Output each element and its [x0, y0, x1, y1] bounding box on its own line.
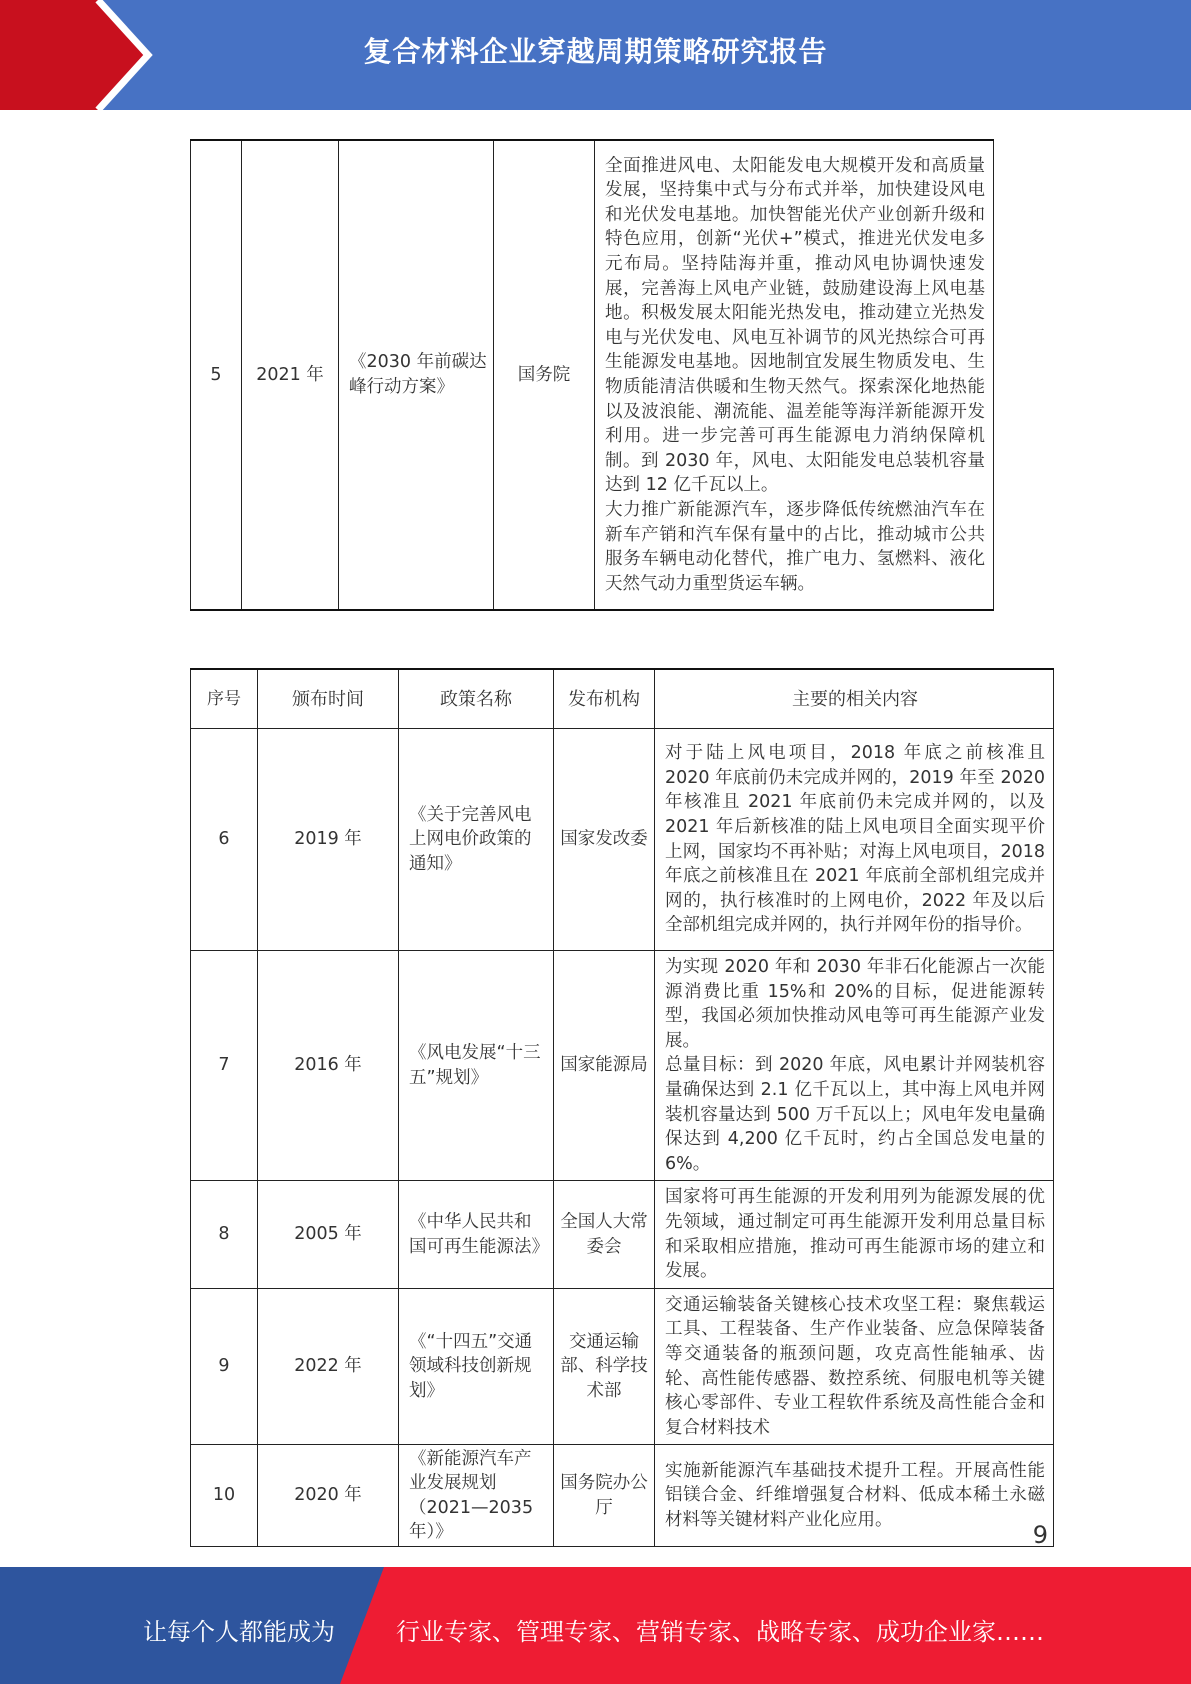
row-policy-name: 《中华人民共和国可再生能源法》 — [399, 1181, 554, 1288]
content-paragraph: 对于陆上风电项目，2018 年底之前核准且 2020 年底前仍未完成并网的，2019 年至 2020 年核准且 2021 年底前仍未完成并网的，以及 2021 年后新核准的陆上风电项目全面实现平价上网，国家均不再补贴；对海上风电项目，2018 年底之前核准且在 2021 年底前全部机组完成并网的，执行核准时的上网电价，2022 年及以后全部机组完成并网的，执行并网年份的指导价。 — [665, 743, 1045, 936]
header-no: 序号 — [191, 669, 258, 729]
row-number: 6 — [191, 729, 258, 951]
row-content — [655, 1288, 1054, 1445]
row-agency: 全国人大常委会 — [554, 1181, 655, 1288]
row-agency: 国务院 — [494, 140, 595, 610]
row-number: 5 — [191, 140, 242, 610]
row-policy-name: 《风电发展“十三五”规划》 — [399, 951, 554, 1181]
row-content — [655, 729, 1054, 951]
table-row — [191, 1445, 1054, 1547]
content-paragraph: 交通运输装备关键核心技术攻坚工程：聚焦载运工具、工程装备、生产作业装备、应急保障装备等交通装备的瓶颈问题，攻克高性能轴承、齿轮、高性能传感器、数控系统、伺服电机等关键核心零部件、专业工程软件系统及高性能合金和复合材料技术 — [665, 1294, 1045, 1438]
row-content — [655, 1181, 1054, 1288]
row-policy-name: 《新能源汽车产业发展规划（2021—2035 年）》 — [399, 1445, 554, 1547]
row-year: 2021 年 — [242, 140, 339, 610]
content-paragraph: 为实现 2020 年和 2030 年非石化能源占一次能源消费比重 15%和 20%的目标，促进能源转型，我国必须加快推动风电等可再生能源产业发展。 — [665, 957, 1045, 1051]
table-row — [191, 140, 994, 610]
row-agency: 国家能源局 — [554, 951, 655, 1181]
row-year: 2022 年 — [258, 1288, 399, 1445]
row-content — [595, 140, 994, 610]
table-row — [191, 1181, 1054, 1288]
row-number: 7 — [191, 951, 258, 1181]
row-number: 10 — [191, 1445, 258, 1547]
row-number: 8 — [191, 1181, 258, 1288]
header-agency: 发布机构 — [554, 669, 655, 729]
row-agency: 交通运输部、科学技术部 — [554, 1288, 655, 1445]
content-paragraph: 全面推进风电、太阳能发电大规模开发和高质量发展，坚持集中式与分布式并举，加快建设风电和光伏发电基地。加快智能光伏产业创新升级和特色应用，创新“光伏+”模式，推进光伏发电多元布局。坚持陆海并重，推动风电协调快速发展，完善海上风电产业链，鼓励建设海上风电基地。积极发展太阳能光热发电，推动建立光热发电与光伏发电、风电互补调节的风光热综合可再生能源发电基地。因地制宜发展生物质发电、生物质能清洁供暖和生物天然气。探索深化地热能以及波浪能、潮流能、温差能等海洋新能源开发利用。进一步完善可再生能源电力消纳保障机制。到 2030 年，风电、太阳能发电总装机容量达到 12 亿千瓦以上。 — [605, 155, 985, 496]
table-row — [191, 729, 1054, 951]
table-row — [191, 951, 1054, 1181]
page-number: 9 — [1032, 1521, 1048, 1549]
row-year: 2020 年 — [258, 1445, 399, 1547]
policy-table — [190, 668, 1054, 1547]
header-year: 颁布时间 — [258, 669, 399, 729]
row-policy-name: 《“十四五”交通领域科技创新规划》 — [399, 1288, 554, 1445]
row-policy-name: 《关于完善风电上网电价政策的通知》 — [399, 729, 554, 951]
header-content: 主要的相关内容 — [655, 669, 1054, 729]
header-name: 政策名称 — [399, 669, 554, 729]
row-year: 2005 年 — [258, 1181, 399, 1288]
header-bar — [0, 0, 1191, 110]
row-content — [655, 951, 1054, 1181]
footer-slogan-right: 行业专家、管理专家、营销专家、战略专家、成功企业家…… — [396, 1618, 1044, 1646]
row-number: 9 — [191, 1288, 258, 1445]
table-row — [191, 1288, 1054, 1445]
content-paragraph: 国家将可再生能源的开发利用列为能源发展的优先领域，通过制定可再生能源开发利用总量目标和采取相应措施，推动可再生能源市场的建立和发展。 — [665, 1187, 1045, 1282]
footer-slogan-left: 让每个人都能成为 — [143, 1618, 335, 1646]
policy-table-continued — [190, 139, 994, 611]
content-paragraph: 总量目标：到 2020 年底，风电累计并网装机容量确保达到 2.1 亿千瓦以上，其中海上风电并网装机容量达到 500 万千瓦以上；风电年发电量确保达到 4,200 亿千瓦时，约占全国总发电量的 6%。 — [665, 1055, 1045, 1174]
row-policy-name: 《2030 年前碳达峰行动方案》 — [339, 140, 494, 610]
row-year: 2016 年 — [258, 951, 399, 1181]
report-title: 复合材料企业穿越周期策略研究报告 — [363, 35, 828, 68]
row-agency: 国家发改委 — [554, 729, 655, 951]
row-agency: 国务院办公厅 — [554, 1445, 655, 1547]
content-paragraph: 实施新能源汽车基础技术提升工程。开展高性能铝镁合金、纤维增强复合材料、低成本稀土永磁材料等关键材料产业化应用。 — [665, 1460, 1045, 1531]
row-year: 2019 年 — [258, 729, 399, 951]
row-content — [655, 1445, 1054, 1547]
content-paragraph: 大力推广新能源汽车，逐步降低传统燃油汽车在新车产销和汽车保有量中的占比，推动城市公共服务车辆电动化替代，推广电力、氢燃料、液化天然气动力重型货运车辆。 — [605, 499, 985, 594]
table-header-row — [191, 669, 1054, 729]
